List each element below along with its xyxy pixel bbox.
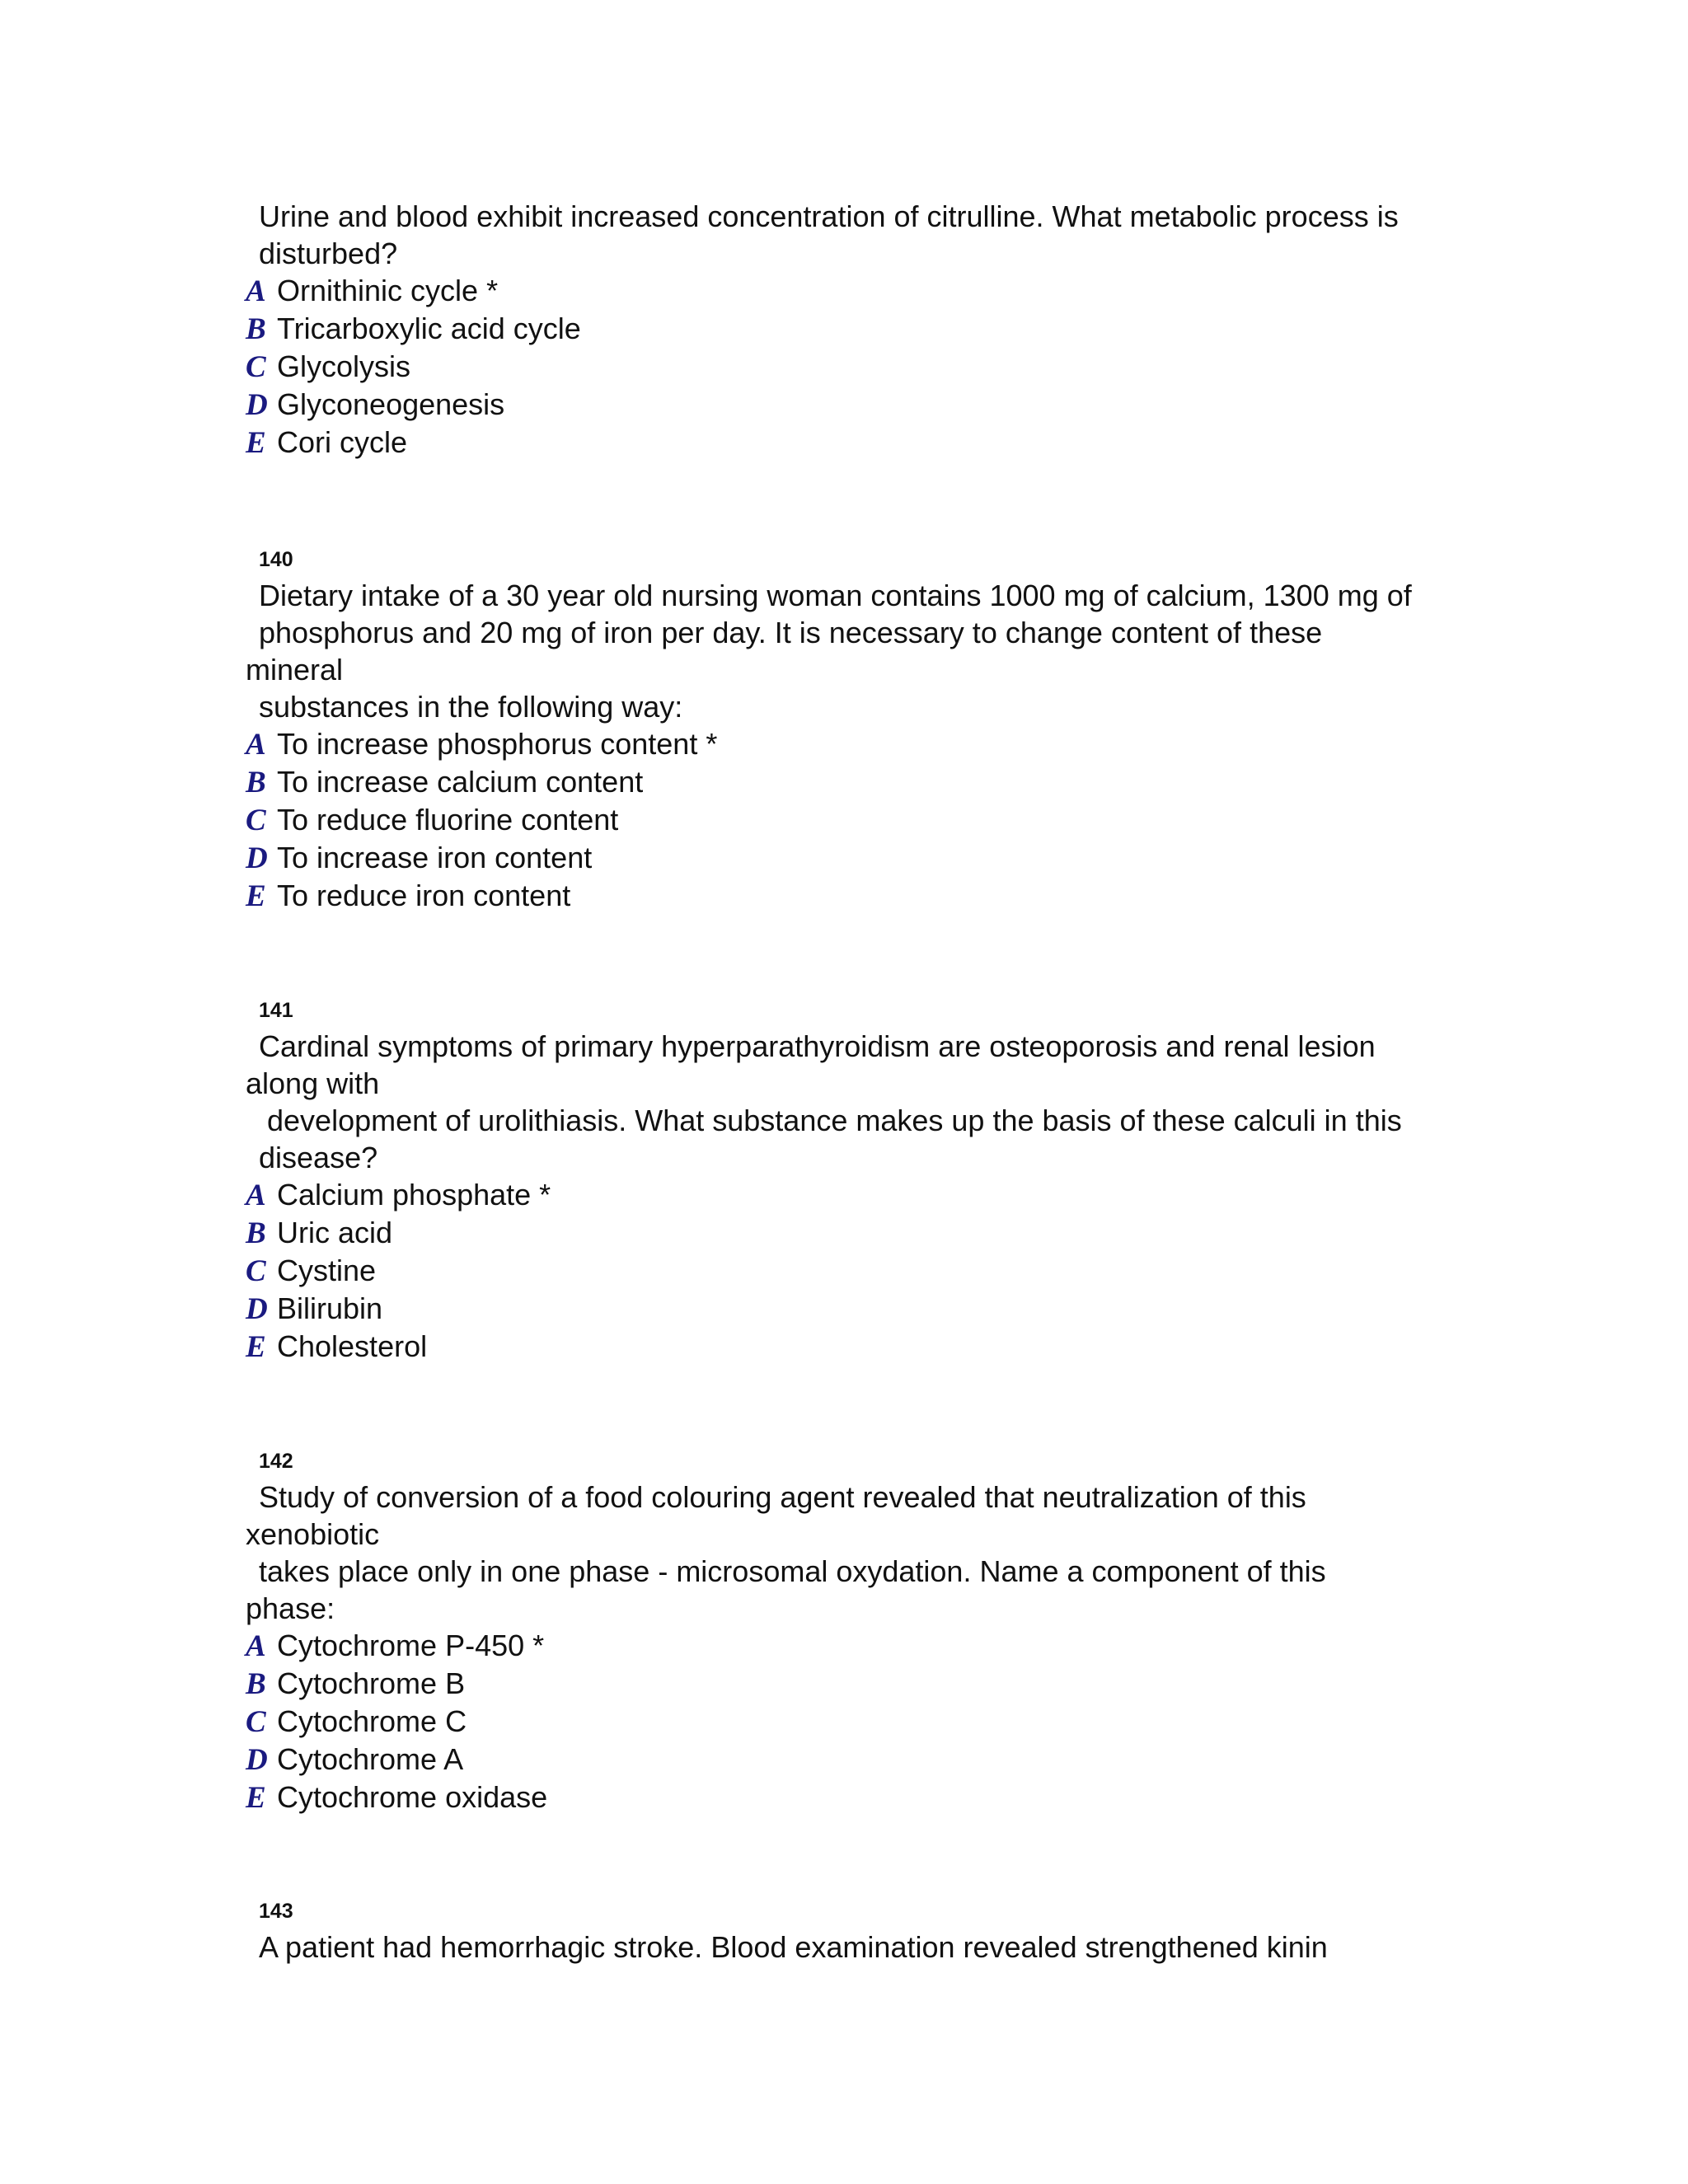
- question-block: [246, 998, 1482, 1366]
- option-text: Uric acid: [277, 1216, 393, 1249]
- answer-option: [246, 1703, 1482, 1741]
- question-text-line: along with: [246, 1066, 380, 1100]
- question-block: [246, 198, 1482, 462]
- option-text: To reduce iron content: [277, 879, 571, 912]
- answer-option: [246, 725, 1482, 763]
- option-text: Cytochrome P-450 *: [277, 1629, 545, 1662]
- question-text-line: takes place only in one phase - microsomal oxydation. Name a component of this: [259, 1554, 1326, 1588]
- option-letter: E: [246, 1781, 266, 1815]
- question-text-line: Dietary intake of a 30 year old nursing woman contains 1000 mg of calcium, 1300 mg of: [259, 579, 1412, 612]
- question-number: 141: [259, 999, 293, 1022]
- question-text-line: development of urolithiasis. What substance makes up the basis of these calculi in this: [267, 1104, 1402, 1137]
- option-letter: C: [246, 1705, 266, 1739]
- option-text: To reduce fluorine content: [277, 803, 619, 837]
- question-number: 143: [259, 1900, 293, 1923]
- option-letter: E: [246, 426, 266, 460]
- answer-option: [246, 763, 1482, 801]
- question-block: [246, 1899, 1482, 1966]
- answer-option: [246, 1627, 1482, 1665]
- option-text: Glycolysis: [277, 349, 411, 383]
- question-text-line: xenobiotic: [246, 1517, 380, 1551]
- option-text: Cholesterol: [277, 1329, 428, 1363]
- question-text-line: phosphorus and 20 mg of iron per day. It is necessary to change content of these: [259, 616, 1323, 649]
- answer-option: [246, 310, 1482, 348]
- option-text: Glyconeogenesis: [277, 387, 505, 421]
- option-text: Ornithinic cycle *: [277, 274, 499, 307]
- question-text-line: A patient had hemorrhagic stroke. Blood examination revealed strengthened kinin: [259, 1930, 1328, 1964]
- option-text: Cori cycle: [277, 425, 408, 459]
- answer-option: [246, 424, 1482, 462]
- question-block: [246, 1449, 1482, 1816]
- option-letter: A: [246, 274, 266, 308]
- answer-option: [246, 1665, 1482, 1703]
- option-text: Tricarboxylic acid cycle: [277, 312, 581, 345]
- answer-option: [246, 386, 1482, 424]
- answer-option: [246, 1176, 1482, 1214]
- option-text: To increase calcium content: [277, 765, 644, 799]
- option-letter: B: [246, 1216, 266, 1250]
- question-block: [246, 547, 1482, 915]
- option-letter: C: [246, 350, 266, 384]
- option-letter: D: [246, 1292, 268, 1326]
- option-letter: A: [246, 1629, 266, 1663]
- question-text-line: disease?: [259, 1141, 378, 1174]
- answer-option: [246, 877, 1482, 915]
- option-text: Bilirubin: [277, 1291, 383, 1325]
- option-letter: A: [246, 728, 266, 762]
- question-number: 142: [259, 1450, 293, 1473]
- option-text: Cytochrome oxidase: [277, 1780, 548, 1814]
- option-letter: E: [246, 1330, 266, 1364]
- option-text: Calcium phosphate *: [277, 1178, 551, 1212]
- question-text-line: Urine and blood exhibit increased concentration of citrulline. What metabolic process is: [259, 199, 1399, 233]
- option-letter: D: [246, 388, 268, 422]
- option-letter: B: [246, 1667, 266, 1701]
- option-letter: C: [246, 804, 266, 837]
- option-letter: B: [246, 766, 266, 799]
- option-text: Cytochrome C: [277, 1704, 467, 1738]
- question-text-line: phase:: [246, 1591, 335, 1625]
- answer-option: [246, 1779, 1482, 1816]
- option-letter: A: [246, 1179, 266, 1212]
- question-text-line: Cardinal symptoms of primary hyperparathyroidism are osteoporosis and renal lesion: [259, 1029, 1376, 1063]
- question-text-line: substances in the following way:: [259, 690, 683, 724]
- option-text: Cytochrome A: [277, 1742, 464, 1776]
- option-letter: E: [246, 879, 266, 913]
- answer-option: [246, 272, 1482, 310]
- option-letter: D: [246, 841, 268, 875]
- option-text: Cystine: [277, 1254, 377, 1287]
- question-number: 140: [259, 548, 293, 571]
- question-text-line: Study of conversion of a food colouring agent revealed that neutralization of this: [259, 1480, 1306, 1514]
- option-text: To increase iron content: [277, 841, 593, 874]
- option-text: Cytochrome B: [277, 1666, 466, 1700]
- option-letter: C: [246, 1254, 266, 1288]
- answer-option: [246, 801, 1482, 839]
- answer-option: [246, 1741, 1482, 1779]
- option-letter: B: [246, 312, 266, 346]
- answer-option: [246, 1328, 1482, 1366]
- answer-option: [246, 1290, 1482, 1328]
- answer-option: [246, 1214, 1482, 1252]
- answer-option: [246, 839, 1482, 877]
- option-text: To increase phosphorus content *: [277, 727, 718, 761]
- question-text-line: mineral: [246, 653, 344, 687]
- question-text-line: disturbed?: [259, 237, 398, 270]
- answer-option: [246, 1252, 1482, 1290]
- option-letter: D: [246, 1743, 268, 1777]
- answer-option: [246, 348, 1482, 386]
